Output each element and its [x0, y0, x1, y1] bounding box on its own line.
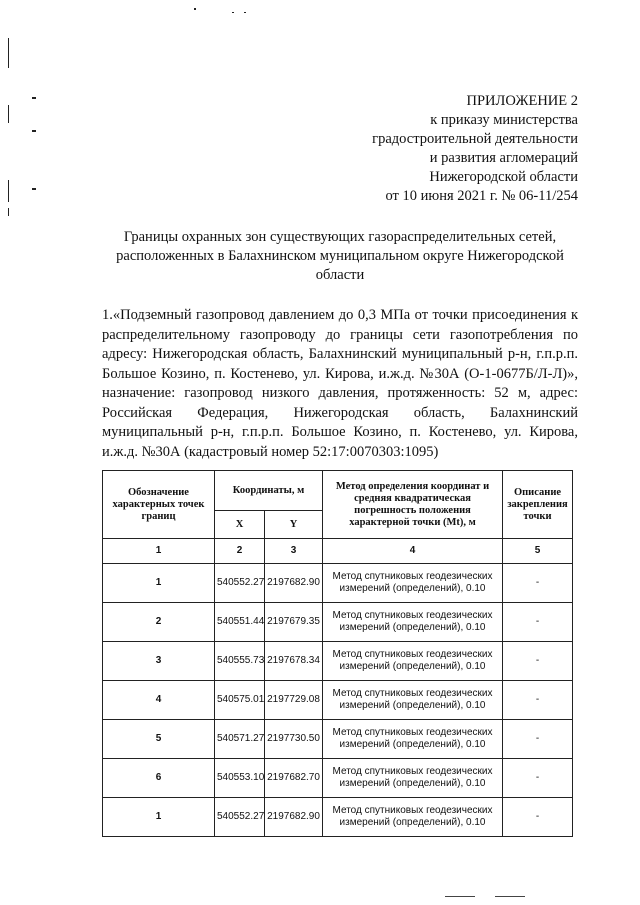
table-row: [103, 759, 573, 798]
point-number: 2: [103, 603, 215, 642]
scan-artifact: [32, 130, 36, 132]
coord-y: 2197678.34: [265, 642, 323, 681]
point-number: 1: [103, 564, 215, 603]
method-cell: Метод спутниковых геодезических измерений (определений), 0.10: [323, 564, 503, 603]
header-x: X: [215, 511, 265, 539]
header-y: Y: [265, 511, 323, 539]
header-coords: Координаты, м: [215, 471, 323, 511]
coord-y: 2197679.35: [265, 603, 323, 642]
fixing-description: -: [503, 681, 573, 720]
fixing-description: -: [503, 642, 573, 681]
method-cell: Метод спутниковых геодезических измерений (определений), 0.10: [323, 681, 503, 720]
appendix-line: и развития агломераций: [429, 150, 578, 166]
scan-artifact: [8, 38, 9, 68]
scan-artifact: [8, 208, 9, 216]
point-number: 4: [103, 681, 215, 720]
point-number: 3: [103, 642, 215, 681]
object-description: [102, 306, 578, 462]
method-cell: Метод спутниковых геодезических измерений (определений), 0.10: [323, 798, 503, 837]
column-index: 3: [265, 539, 323, 564]
column-index: 4: [323, 539, 503, 564]
table-row: [103, 564, 573, 603]
document-title: [100, 228, 580, 285]
fixing-description: -: [503, 603, 573, 642]
method-cell: Метод спутниковых геодезических измерений (определений), 0.10: [323, 759, 503, 798]
table-row: [103, 642, 573, 681]
title-line: расположенных в Балахнинском муниципальном округе Нижегородской: [116, 248, 564, 264]
table-row: [103, 798, 573, 837]
scan-artifact: [445, 896, 475, 897]
scan-artifact: [8, 105, 9, 123]
coordinates-table: [102, 470, 573, 837]
description-paragraph: 1.«Подземный газопровод давлением до 0,3 МПа от точки присоединения к распределительному газопроводу до границы сети газопотребления по адресу: Нижегородская область, Балахнинский муниципальный р-н, г.п.р.п. Большое Козино, п. Костенево, ул. Кирова, и.ж.д. №30А (О-1-0677Б/Л-Л)», назначение: газопровод низкого давления, протяженность: 52 м, адрес: Российская Федерация, Нижегородская область, Балахнинский муниципальный р-н, г.п.р.п. Большое Козино, п. Костенево, ул. Кирова, и.ж.д. №30А (кадастровый номер 52:17:0070303:1095): [102, 307, 578, 460]
table-row: [103, 720, 573, 759]
coord-y: 2197729.08: [265, 681, 323, 720]
coord-y: 2197682.70: [265, 759, 323, 798]
header-point: Обозначение характерных точек границ: [103, 471, 215, 539]
coord-y: 2197730.50: [265, 720, 323, 759]
column-index: 2: [215, 539, 265, 564]
scan-artifact: [32, 97, 36, 99]
method-cell: Метод спутниковых геодезических измерений (определений), 0.10: [323, 642, 503, 681]
fixing-description: -: [503, 798, 573, 837]
scan-artifact: [244, 12, 246, 13]
coord-y: 2197682.90: [265, 564, 323, 603]
coord-x: 540553.10: [215, 759, 265, 798]
scan-artifact: [8, 180, 9, 202]
table-row: [103, 603, 573, 642]
appendix-line: градостроительной деятельности: [372, 131, 578, 147]
appendix-line: Нижегородской области: [429, 169, 578, 185]
scan-artifact: [32, 188, 36, 190]
column-index: 1: [103, 539, 215, 564]
column-index: 5: [503, 539, 573, 564]
coord-x: 540551.44: [215, 603, 265, 642]
fixing-description: -: [503, 720, 573, 759]
coord-x: 540555.73: [215, 642, 265, 681]
coord-x: 540552.27: [215, 564, 265, 603]
title-line: Границы охранных зон существующих газораспределительных сетей,: [123, 229, 557, 245]
point-number: 6: [103, 759, 215, 798]
column-index-row: [103, 539, 573, 564]
appendix-header: [372, 92, 578, 206]
fixing-description: -: [503, 759, 573, 798]
table-row: [103, 681, 573, 720]
scan-artifact: [495, 896, 525, 897]
appendix-order-date: от 10 июня 2021 г. № 06-11/254: [385, 188, 578, 204]
coord-x: 540575.01: [215, 681, 265, 720]
point-number: 1: [103, 798, 215, 837]
point-number: 5: [103, 720, 215, 759]
appendix-line: к приказу министерства: [430, 112, 578, 128]
method-cell: Метод спутниковых геодезических измерений (определений), 0.10: [323, 720, 503, 759]
coord-x: 540552.27: [215, 798, 265, 837]
header-method: Метод определения координат и средняя квадратическая погрешность положения характерной точки (Мt), м: [323, 471, 503, 539]
coord-x: 540571.27: [215, 720, 265, 759]
header-description: Описание закрепления точки: [503, 471, 573, 539]
scan-artifact: [194, 8, 196, 10]
appendix-title: ПРИЛОЖЕНИЕ 2: [466, 93, 578, 109]
scan-artifact: [232, 12, 234, 13]
title-line: области: [315, 267, 365, 283]
coord-y: 2197682.90: [265, 798, 323, 837]
method-cell: Метод спутниковых геодезических измерений (определений), 0.10: [323, 603, 503, 642]
fixing-description: -: [503, 564, 573, 603]
